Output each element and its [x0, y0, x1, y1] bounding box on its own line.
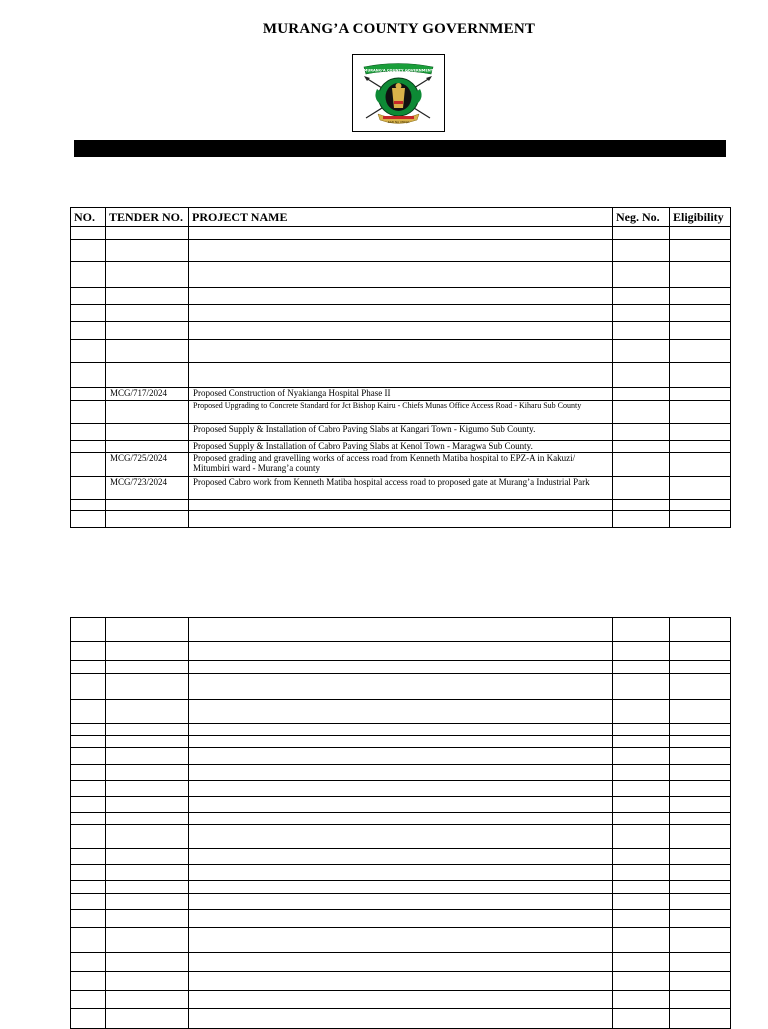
cell-tender-no — [106, 953, 189, 972]
cell-no — [71, 642, 106, 661]
table-row — [71, 453, 731, 477]
cell-project-name — [189, 227, 613, 240]
cell-no — [71, 894, 106, 910]
cell-project-name — [189, 865, 613, 881]
cell-tender-no — [106, 401, 189, 424]
cell-eligibility — [670, 401, 731, 424]
table-row — [71, 825, 731, 849]
cell-tender-no — [106, 288, 189, 305]
cell-no — [71, 227, 106, 240]
cell-tender-no — [106, 262, 189, 288]
cell-tender-no — [106, 894, 189, 910]
cell-eligibility — [670, 765, 731, 781]
cell-neg-no — [613, 991, 670, 1009]
cell-no — [71, 825, 106, 849]
table-row — [71, 661, 731, 674]
cell-neg-no — [613, 700, 670, 724]
cell-project-name — [189, 813, 613, 825]
cell-project-name — [189, 700, 613, 724]
cell-eligibility — [670, 972, 731, 991]
cell-eligibility — [670, 1009, 731, 1029]
cell-neg-no — [613, 894, 670, 910]
cell-project-name — [189, 642, 613, 661]
cell-project-name — [189, 511, 613, 528]
cell-tender-no — [106, 642, 189, 661]
cell-tender-no — [106, 736, 189, 748]
cell-tender-no — [106, 748, 189, 765]
cell-tender-no — [106, 881, 189, 894]
table-row — [71, 736, 731, 748]
table-row — [71, 401, 731, 424]
cell-neg-no — [613, 340, 670, 363]
cell-project-name: Proposed Cabro work from Kenneth Matiba hospital access road to proposed gate at Murang’a Industrial Park — [189, 477, 613, 500]
table-row — [71, 240, 731, 262]
cell-neg-no — [613, 322, 670, 340]
table-row — [71, 972, 731, 991]
cell-no — [71, 363, 106, 388]
logo-banner-text: MURANG'A COUNTY GOVERNMENT — [363, 68, 434, 73]
cell-neg-no — [613, 825, 670, 849]
cell-project-name: Proposed Supply & Installation of Cabro Paving Slabs at Kangari Town - Kigumo Sub County. — [189, 424, 613, 441]
cell-no — [71, 288, 106, 305]
table-row — [71, 477, 731, 500]
table-row — [71, 781, 731, 797]
table-row — [71, 500, 731, 511]
cell-no — [71, 724, 106, 736]
cell-project-name — [189, 849, 613, 865]
cell-eligibility — [670, 724, 731, 736]
cell-no — [71, 991, 106, 1009]
cell-no — [71, 661, 106, 674]
cell-no — [71, 781, 106, 797]
table-row — [71, 363, 731, 388]
cell-neg-no — [613, 797, 670, 813]
cell-project-name — [189, 928, 613, 953]
cell-eligibility — [670, 748, 731, 765]
cell-no — [71, 928, 106, 953]
cell-no — [71, 881, 106, 894]
cell-tender-no — [106, 227, 189, 240]
cell-project-name — [189, 288, 613, 305]
cell-project-name — [189, 340, 613, 363]
table-row — [71, 724, 731, 736]
table-row — [71, 700, 731, 724]
cell-tender-no: MCG/725/2024 — [106, 453, 189, 477]
cell-tender-no — [106, 441, 189, 453]
county-emblem-icon — [356, 58, 441, 128]
logo-motto-text: KAZI NA UMOJA — [387, 120, 410, 124]
column-header-neg-no: Neg. No. — [613, 208, 670, 227]
cell-tender-no — [106, 781, 189, 797]
table-row — [71, 813, 731, 825]
cell-neg-no — [613, 910, 670, 928]
cell-project-name — [189, 736, 613, 748]
cell-eligibility — [670, 305, 731, 322]
cell-neg-no — [613, 1009, 670, 1029]
cell-no — [71, 674, 106, 700]
cell-no — [71, 511, 106, 528]
table-row — [71, 865, 731, 881]
cell-tender-no — [106, 928, 189, 953]
cell-project-name — [189, 724, 613, 736]
table-row — [71, 388, 731, 401]
cell-no — [71, 813, 106, 825]
cell-tender-no — [106, 1009, 189, 1029]
cell-project-name — [189, 1009, 613, 1029]
cell-neg-no — [613, 424, 670, 441]
cell-tender-no: MCG/723/2024 — [106, 477, 189, 500]
cell-neg-no — [613, 288, 670, 305]
cell-no — [71, 700, 106, 724]
cell-eligibility — [670, 340, 731, 363]
cell-eligibility — [670, 441, 731, 453]
table-row — [71, 910, 731, 928]
table-row — [71, 642, 731, 661]
table-row — [71, 674, 731, 700]
cell-project-name: Proposed grading and gravelling works of access road from Kenneth Matiba hospital to EPZ-A in Kakuzi/ Mitumbiri ward - Murang’a county — [189, 453, 613, 477]
cell-neg-no — [613, 618, 670, 642]
cell-eligibility — [670, 894, 731, 910]
cell-eligibility — [670, 953, 731, 972]
cell-project-name — [189, 881, 613, 894]
cell-no — [71, 618, 106, 642]
cell-no — [71, 240, 106, 262]
cell-no — [71, 388, 106, 401]
cell-tender-no — [106, 813, 189, 825]
cell-project-name — [189, 748, 613, 765]
cell-neg-no — [613, 240, 670, 262]
cell-tender-no — [106, 865, 189, 881]
cell-eligibility — [670, 363, 731, 388]
cell-eligibility — [670, 813, 731, 825]
cell-eligibility — [670, 453, 731, 477]
cell-eligibility — [670, 288, 731, 305]
cell-project-name: Proposed Supply & Installation of Cabro Paving Slabs at Kenol Town - Maragwa Sub County. — [189, 441, 613, 453]
table-row — [71, 1009, 731, 1029]
cell-eligibility — [670, 781, 731, 797]
cell-project-name — [189, 363, 613, 388]
cell-neg-no — [613, 227, 670, 240]
cell-neg-no — [613, 262, 670, 288]
cell-neg-no — [613, 736, 670, 748]
county-logo — [352, 54, 445, 132]
table-row — [71, 765, 731, 781]
cell-no — [71, 340, 106, 363]
cell-eligibility — [670, 424, 731, 441]
tender-table-continued — [70, 617, 731, 1029]
cell-neg-no — [613, 500, 670, 511]
column-header-no: NO. — [71, 208, 106, 227]
cell-no — [71, 797, 106, 813]
table-row — [71, 322, 731, 340]
cell-project-name — [189, 910, 613, 928]
cell-neg-no — [613, 972, 670, 991]
cell-no — [71, 748, 106, 765]
cell-no — [71, 453, 106, 477]
cell-eligibility — [670, 736, 731, 748]
cell-tender-no: MCG/717/2024 — [106, 388, 189, 401]
cell-eligibility — [670, 240, 731, 262]
cell-eligibility — [670, 227, 731, 240]
cell-no — [71, 441, 106, 453]
cell-project-name — [189, 322, 613, 340]
cell-no — [71, 865, 106, 881]
cell-tender-no — [106, 363, 189, 388]
cell-tender-no — [106, 305, 189, 322]
cell-tender-no — [106, 849, 189, 865]
cell-no — [71, 849, 106, 865]
cell-neg-no — [613, 661, 670, 674]
cell-tender-no — [106, 661, 189, 674]
cell-tender-no — [106, 240, 189, 262]
cell-tender-no — [106, 674, 189, 700]
cell-no — [71, 953, 106, 972]
cell-tender-no — [106, 724, 189, 736]
cell-neg-no — [613, 453, 670, 477]
cell-no — [71, 305, 106, 322]
cell-eligibility — [670, 928, 731, 953]
cell-no — [71, 1009, 106, 1029]
cell-eligibility — [670, 618, 731, 642]
table-row — [71, 953, 731, 972]
cell-no — [71, 401, 106, 424]
cell-eligibility — [670, 661, 731, 674]
cell-eligibility — [670, 322, 731, 340]
column-header-project-name: PROJECT NAME — [189, 208, 613, 227]
cell-eligibility — [670, 865, 731, 881]
cell-project-name — [189, 765, 613, 781]
cell-neg-no — [613, 953, 670, 972]
cell-project-name — [189, 991, 613, 1009]
cell-neg-no — [613, 363, 670, 388]
cell-eligibility — [670, 910, 731, 928]
cell-eligibility — [670, 642, 731, 661]
table-row — [71, 441, 731, 453]
cell-project-name — [189, 500, 613, 511]
cell-project-name — [189, 661, 613, 674]
table-row — [71, 991, 731, 1009]
document-title: MURANG’A COUNTY GOVERNMENT — [262, 21, 536, 37]
cell-project-name — [189, 797, 613, 813]
cell-neg-no — [613, 881, 670, 894]
cell-eligibility — [670, 991, 731, 1009]
cell-eligibility — [670, 881, 731, 894]
cell-no — [71, 322, 106, 340]
table-row — [71, 797, 731, 813]
cell-eligibility — [670, 262, 731, 288]
cell-tender-no — [106, 322, 189, 340]
cell-eligibility — [670, 388, 731, 401]
cell-project-name — [189, 240, 613, 262]
cell-project-name: Proposed Upgrading to Concrete Standard for Jct Bishop Kairu - Chiefs Munas Office Access Road - Kiharu Sub County — [189, 401, 613, 424]
cell-eligibility — [670, 700, 731, 724]
table-row — [71, 305, 731, 322]
cell-eligibility — [670, 849, 731, 865]
cell-neg-no — [613, 928, 670, 953]
cell-neg-no — [613, 849, 670, 865]
cell-project-name — [189, 674, 613, 700]
cell-neg-no — [613, 724, 670, 736]
table-row — [71, 928, 731, 953]
cell-tender-no — [106, 972, 189, 991]
cell-project-name — [189, 305, 613, 322]
table-row — [71, 748, 731, 765]
table-row — [71, 511, 731, 528]
cell-neg-no — [613, 388, 670, 401]
table-row — [71, 288, 731, 305]
cell-tender-no — [106, 797, 189, 813]
cell-tender-no — [106, 424, 189, 441]
cell-neg-no — [613, 401, 670, 424]
table-header-row — [71, 208, 731, 227]
cell-neg-no — [613, 674, 670, 700]
cell-project-name: Proposed Construction of Nyakianga Hospital Phase II — [189, 388, 613, 401]
cell-no — [71, 500, 106, 511]
cell-eligibility — [670, 477, 731, 500]
table-row — [71, 424, 731, 441]
cell-neg-no — [613, 781, 670, 797]
cell-neg-no — [613, 765, 670, 781]
cell-tender-no — [106, 618, 189, 642]
cell-no — [71, 765, 106, 781]
cell-neg-no — [613, 477, 670, 500]
cell-tender-no — [106, 340, 189, 363]
table-row — [71, 262, 731, 288]
cell-neg-no — [613, 511, 670, 528]
cell-no — [71, 910, 106, 928]
tender-table — [70, 207, 731, 528]
column-header-eligibility: Eligibility — [670, 208, 731, 227]
cell-neg-no — [613, 813, 670, 825]
table-row — [71, 849, 731, 865]
cell-project-name — [189, 972, 613, 991]
cell-project-name — [189, 262, 613, 288]
cell-eligibility — [670, 511, 731, 528]
cell-tender-no — [106, 825, 189, 849]
cell-no — [71, 424, 106, 441]
cell-no — [71, 972, 106, 991]
cell-no — [71, 262, 106, 288]
cell-tender-no — [106, 910, 189, 928]
cell-project-name — [189, 781, 613, 797]
table-row — [71, 618, 731, 642]
cell-neg-no — [613, 305, 670, 322]
cell-neg-no — [613, 642, 670, 661]
cell-neg-no — [613, 441, 670, 453]
column-header-tender-no: TENDER NO. — [106, 208, 189, 227]
table-row — [71, 881, 731, 894]
cell-project-name — [189, 825, 613, 849]
table-row — [71, 894, 731, 910]
cell-project-name — [189, 953, 613, 972]
cell-eligibility — [670, 825, 731, 849]
cell-eligibility — [670, 674, 731, 700]
header-divider-bar — [74, 140, 726, 157]
cell-neg-no — [613, 865, 670, 881]
cell-eligibility — [670, 797, 731, 813]
cell-eligibility — [670, 500, 731, 511]
cell-project-name — [189, 894, 613, 910]
cell-neg-no — [613, 748, 670, 765]
cell-tender-no — [106, 500, 189, 511]
table-row — [71, 227, 731, 240]
cell-tender-no — [106, 991, 189, 1009]
cell-no — [71, 477, 106, 500]
cell-tender-no — [106, 511, 189, 528]
cell-tender-no — [106, 765, 189, 781]
table-row — [71, 340, 731, 363]
cell-tender-no — [106, 700, 189, 724]
cell-project-name — [189, 618, 613, 642]
cell-no — [71, 736, 106, 748]
